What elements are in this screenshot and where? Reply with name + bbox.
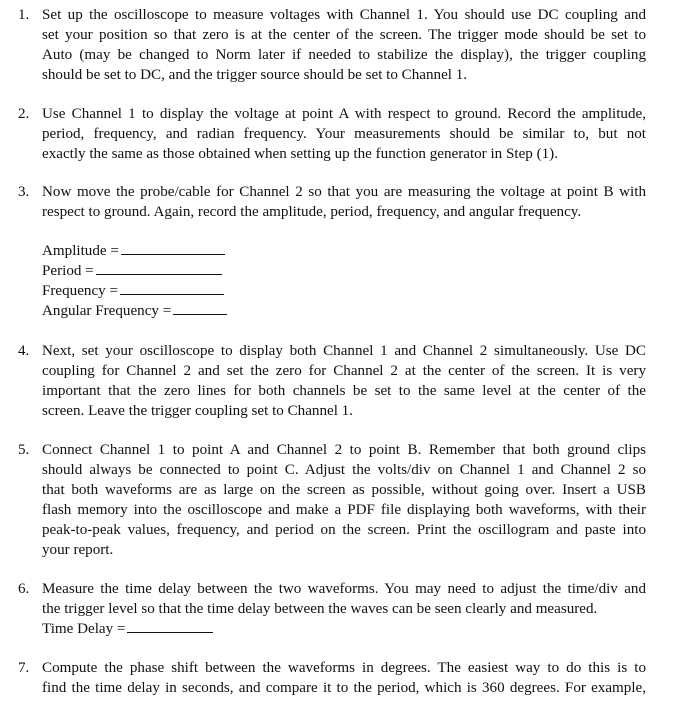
field-label: Frequency = <box>42 283 118 299</box>
step-6 <box>18 579 646 639</box>
time-delay-field[interactable] <box>42 619 646 639</box>
text-line: your report. <box>42 542 114 558</box>
step-text <box>42 440 646 560</box>
step-2 <box>18 104 646 164</box>
amplitude-field[interactable] <box>42 241 227 261</box>
answer-blank[interactable] <box>121 241 225 255</box>
text-line: Now move the probe/cable for Channel 2 so that you are measuring the voltage at point B with <box>42 184 646 200</box>
step-number: 1. <box>18 7 30 23</box>
field-label: Amplitude = <box>42 243 119 259</box>
angular-frequency-field[interactable] <box>42 301 227 321</box>
text-line: should be set to DC, and the trigger source should be set to Channel 1. <box>42 67 468 83</box>
text-line: Auto (may be changed to Norm later if needed to stabilize the display), the trigger coupling <box>42 47 646 63</box>
answer-blank[interactable] <box>173 301 227 315</box>
text-line: Compute the phase shift between the waveforms in degrees. The easiest way to do this is to <box>42 660 646 676</box>
answer-blank[interactable] <box>127 619 213 633</box>
step-number: 6. <box>18 581 30 597</box>
step-text <box>42 341 646 421</box>
period-field[interactable] <box>42 261 227 281</box>
field-label: Angular Frequency = <box>42 303 172 319</box>
text-line: Connect Channel 1 to point A and Channel 2 to point B. Remember that both ground clips <box>42 442 646 458</box>
step-1 <box>18 5 646 85</box>
frequency-field[interactable] <box>42 281 227 301</box>
step-text <box>42 5 646 85</box>
text-line: that both waveforms are as large on the screen as possible, without going over. Insert a USB <box>42 482 646 498</box>
step-7 <box>18 658 646 698</box>
text-line: screen. Leave the trigger coupling set to Channel 1. <box>42 403 353 419</box>
step-3 <box>18 182 646 222</box>
text-line: set your position so that zero is at the center of the screen. The trigger mode should be set to <box>42 27 646 43</box>
text-line: important that the zero lines for both channels be set to the same level at the center of the <box>42 383 646 399</box>
step-number: 4. <box>18 343 30 359</box>
text-line: respect to ground. Again, record the amplitude, period, frequency, and angular frequency. <box>42 204 582 220</box>
step-text <box>42 182 646 222</box>
step-number: 3. <box>18 184 30 200</box>
text-line: the trigger level so that the time delay between the waves can be seen clearly and measured. <box>42 601 598 617</box>
text-line: flash memory into the oscilloscope and make a PDF file displaying both waveforms, with their <box>42 502 646 518</box>
text-line: peak-to-peak values, frequency, and period on the screen. Print the oscillogram and paste into <box>42 522 646 538</box>
step-text <box>42 104 646 164</box>
text-line: coupling for Channel 2 and set the zero for Channel 2 at the center of the screen. It is very <box>42 363 646 379</box>
text-line: Set up the oscilloscope to measure voltages with Channel 1. You should use DC coupling and <box>42 7 646 23</box>
text-line: Use Channel 1 to display the voltage at point A with respect to ground. Record the amplitude, <box>42 106 646 122</box>
step-5 <box>18 440 646 560</box>
text-line: find the time delay in seconds, and compare it to the period, which is 360 degrees. For example, <box>42 680 646 696</box>
answer-blank[interactable] <box>96 261 222 275</box>
step-number: 2. <box>18 106 30 122</box>
field-label: Time Delay = <box>42 621 126 637</box>
step-text <box>42 579 646 639</box>
answer-blank[interactable] <box>120 281 224 295</box>
field-label: Period = <box>42 263 94 279</box>
step-number: 7. <box>18 660 30 676</box>
text-line: exactly the same as those obtained when setting up the function generator in Step (1). <box>42 146 558 162</box>
text-line: Measure the time delay between the two waveforms. You may need to adjust the time/div and <box>42 581 646 597</box>
step-3-answer-fields <box>42 241 227 321</box>
text-line: should always be connected to point C. Adjust the volts/div on Channel 1 and Channel 2 so <box>42 462 646 478</box>
text-line: Next, set your oscilloscope to display both Channel 1 and Channel 2 simultaneously. Use DC <box>42 343 646 359</box>
step-4 <box>18 341 646 421</box>
step-text <box>42 658 646 698</box>
text-line: period, frequency, and radian frequency. Your measurements should be similar to, but not <box>42 126 646 142</box>
step-number: 5. <box>18 442 30 458</box>
